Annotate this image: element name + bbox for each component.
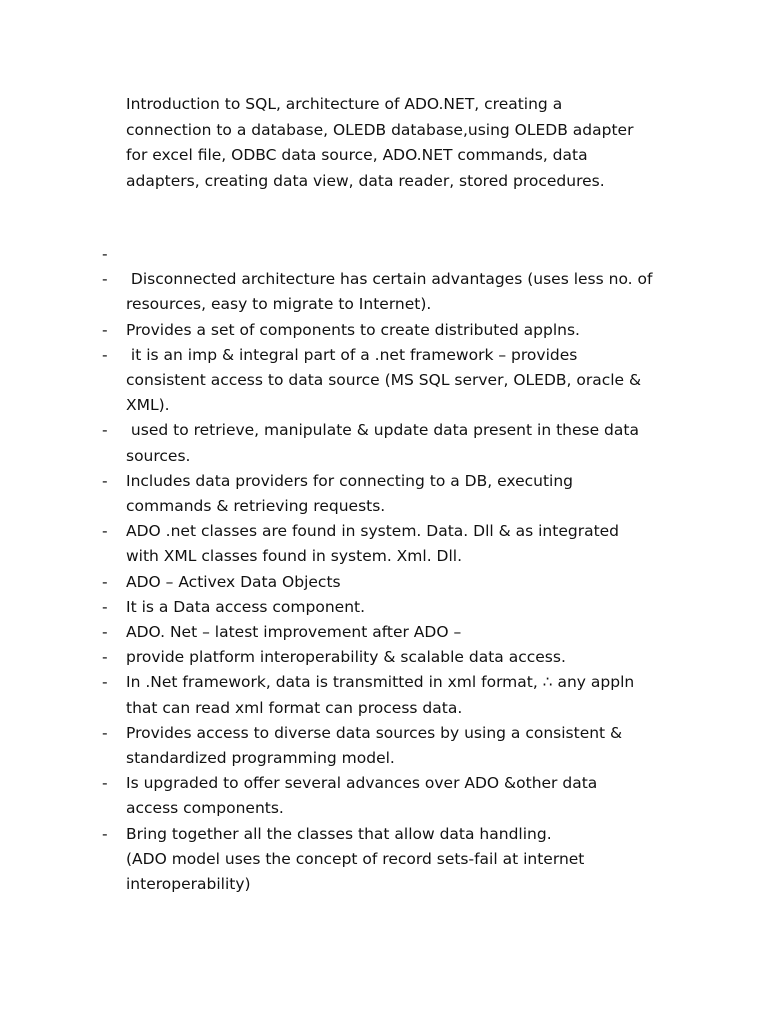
bullet-line: provide platform interoperability & scalable data access. xyxy=(126,648,566,667)
bullet-text xyxy=(126,645,686,670)
intro-line: connection to a database, OLEDB database,using OLEDB adapter xyxy=(126,120,634,139)
bullet-line: used to retrieve, manipulate & update data present in these data xyxy=(126,421,639,440)
bullet-dash: - xyxy=(102,270,108,289)
bullet-dash: - xyxy=(102,471,108,490)
list-item xyxy=(0,267,768,317)
bullet-text xyxy=(126,595,686,620)
bullet-line: consistent access to data source (MS SQL server, OLEDB, oracle & xyxy=(126,371,642,389)
bullet-line: Includes data providers for connecting to a DB, executing xyxy=(126,471,573,490)
list-item xyxy=(0,620,768,645)
bullet-dash: - xyxy=(102,522,108,541)
bullet-line: It is a Data access component. xyxy=(126,597,366,616)
bullet-line: interoperability) xyxy=(126,875,251,894)
bullet-line: with XML classes found in system. Xml. Dll. xyxy=(126,547,463,566)
bullet-line: In .Net framework, data is transmitted in xml format, ∴ any appln xyxy=(126,673,635,692)
bullet-line: Provides access to diverse data sources by using a consistent & xyxy=(126,723,623,742)
list-item xyxy=(0,519,768,569)
list-item xyxy=(0,469,768,519)
bullet-line: (ADO model uses the concept of record sets-fail at internet xyxy=(126,849,585,868)
bullet-dash: - xyxy=(102,723,108,742)
bullet-line: Disconnected architecture has certain advantages (uses less no. of xyxy=(126,270,653,289)
intro-line: Introduction to SQL, architecture of ADO.NET, creating a xyxy=(126,95,563,113)
bullet-text xyxy=(126,519,686,569)
bullet-dash: - xyxy=(102,597,108,616)
list-item xyxy=(0,242,768,267)
bullet-text xyxy=(126,267,686,317)
list-item xyxy=(0,418,768,468)
bullet-dash: - xyxy=(102,673,108,692)
bullet-text xyxy=(126,620,686,645)
bullet-dash: - xyxy=(102,824,108,843)
bullet-line: Is upgraded to offer several advances over ADO &other data xyxy=(126,774,598,793)
bullet-text xyxy=(126,418,686,468)
intro-paragraph xyxy=(126,92,646,194)
bullet-text xyxy=(126,771,686,821)
bullet-dash: - xyxy=(102,623,108,642)
list-item xyxy=(0,721,768,771)
bullet-dash: - xyxy=(102,774,108,793)
bullet-line: ADO – Activex Data Objects xyxy=(126,572,341,591)
bullet-text xyxy=(126,721,686,771)
bullet-dash: - xyxy=(102,572,108,591)
intro-line: for excel file, ODBC data source, ADO.NET commands, data xyxy=(126,146,588,164)
bullet-dash: - xyxy=(102,320,108,339)
bullet-dash: - xyxy=(102,648,108,667)
bullet-dash: - xyxy=(102,245,108,263)
bullet-text xyxy=(126,469,686,519)
bullet-line: that can read xml format can process data. xyxy=(126,698,463,717)
list-item xyxy=(0,570,768,595)
bullet-line: XML). xyxy=(126,396,170,415)
bullet-line: ADO .net classes are found in system. Data. Dll & as integrated xyxy=(126,522,620,541)
bullet-text xyxy=(126,822,686,898)
bullet-line: Provides a set of components to create distributed applns. xyxy=(126,320,580,339)
bullet-line: standardized programming model. xyxy=(126,749,395,768)
list-item xyxy=(0,670,768,720)
list-item xyxy=(0,318,768,343)
bullet-line: sources. xyxy=(126,446,191,465)
bullet-line: commands & retrieving requests. xyxy=(126,497,386,516)
list-item xyxy=(0,822,768,898)
bullet-text xyxy=(126,318,686,343)
bullet-line: resources, easy to migrate to Internet). xyxy=(126,295,432,314)
bullet-dash: - xyxy=(102,345,108,364)
list-item xyxy=(0,343,768,419)
list-item xyxy=(0,595,768,620)
bullet-list xyxy=(0,242,768,897)
bullet-line: Bring together all the classes that allow data handling. xyxy=(126,824,552,843)
list-item xyxy=(0,645,768,670)
bullet-line: it is an imp & integral part of a .net framework – provides xyxy=(126,345,578,364)
bullet-text xyxy=(126,343,686,419)
bullet-line: access components. xyxy=(126,799,284,818)
bullet-text xyxy=(126,670,686,720)
bullet-line: ADO. Net – latest improvement after ADO – xyxy=(126,623,462,642)
list-item xyxy=(0,771,768,821)
bullet-text xyxy=(126,570,686,595)
bullet-dash: - xyxy=(102,421,108,440)
intro-line: adapters, creating data view, data reader, stored procedures. xyxy=(126,171,605,190)
